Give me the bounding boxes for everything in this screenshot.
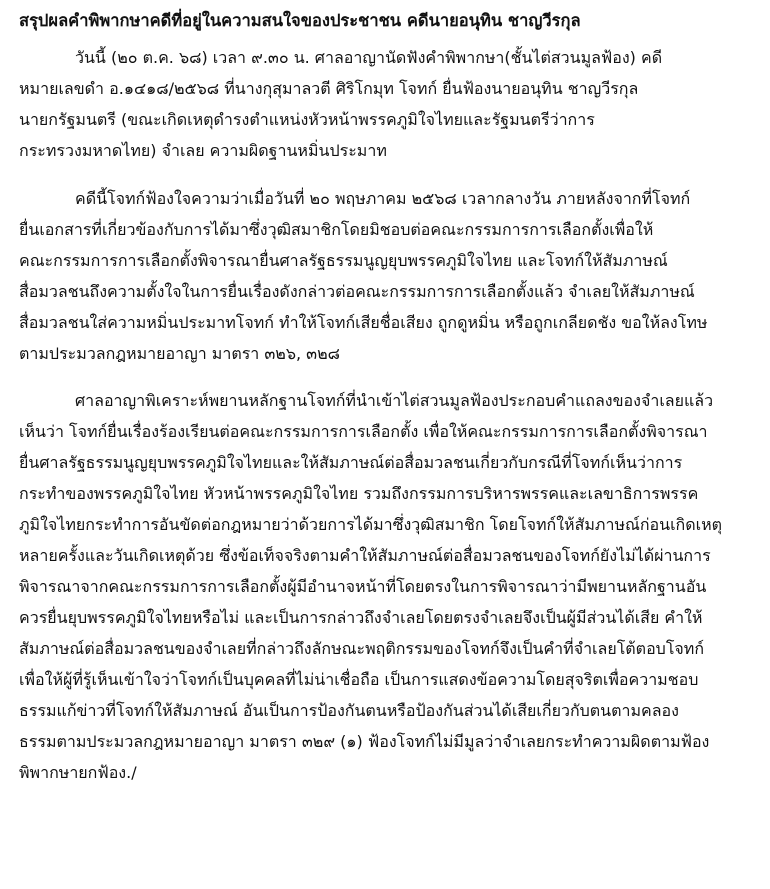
paragraph-intro bbox=[19, 42, 752, 166]
paragraph-line: สื่อมวลชนถึงความตั้งใจในการยื่นเรื่องดังกล่าวต่อคณะกรรมการการเลือกตั้งแล้ว จำเลยให้สัมภาษณ์ bbox=[19, 282, 695, 301]
paragraph-complaint bbox=[19, 183, 752, 369]
paragraph-line: หมายเลขดำ อ.๑๔๑๘/๒๕๖๘ ที่นางกุสุมาลวตี ศิริโกมุท โจทก์ ยื่นฟ้องนายอนุทิน ชาญวีรกุล bbox=[19, 79, 639, 98]
paragraph-line: สัมภาษณ์ต่อสื่อมวลชนของจำเลยที่กล่าวถึงลักษณะพฤติกรรมของโจทก์จึงเป็นคำที่จำเลยโต้ตอบโจทก์ bbox=[19, 639, 705, 658]
paragraph-line: หลายครั้งและวันเกิดเหตุด้วย ซึ่งข้อเท็จจริงตามคำให้สัมภาษณ์ต่อสื่อมวลชนของโจทก์ยังไม่ได้ผ่านการ bbox=[19, 546, 711, 565]
paragraph-line: นายกรัฐมนตรี (ขณะเกิดเหตุดำรงตำแหน่งหัวหน้าพรรคภูมิใจไทยและรัฐมนตรีว่าการ bbox=[19, 110, 595, 129]
paragraph-line: คดีนี้โจทก์ฟ้องใจความว่าเมื่อวันที่ ๒๐ พฤษภาคม ๒๕๖๘ เวลากลางวัน ภายหลังจากที่โจทก์ bbox=[75, 189, 691, 208]
paragraph-spacer bbox=[19, 369, 752, 385]
paragraph-line: เห็นว่า โจทก์ยื่นเรื่องร้องเรียนต่อคณะกรรมการการเลือกตั้ง เพื่อให้คณะกรรมการการเลือกตั้งพิจารณา bbox=[19, 422, 708, 441]
paragraph-line: ยื่นเอกสารที่เกี่ยวข้องกับการได้มาซึ่งวุฒิสมาชิกโดยมิชอบต่อคณะกรรมการการเลือกตั้งเพื่อให้ bbox=[19, 220, 654, 239]
paragraph-line: คณะกรรมการการเลือกตั้งพิจารณายื่นศาลรัฐธรรมนูญยุบพรรคภูมิใจไทย และโจทก์ให้สัมภาษณ์ bbox=[19, 251, 668, 270]
paragraph-line: ศาลอาญาพิเคราะห์พยานหลักฐานโจทก์ที่นำเข้าไต่สวนมูลฟ้องประกอบคำแถลงของจำเลยแล้ว bbox=[75, 391, 714, 410]
paragraph-line: ธรรมแก้ข่าวที่โจทก์ให้สัมภาษณ์ อันเป็นการป้องกันตนหรือป้องกันส่วนได้เสียเกี่ยวกับตนตามคลอง bbox=[19, 701, 679, 720]
paragraph-line: ธรรมตามประมวลกฎหมายอาญา มาตรา ๓๒๙ (๑) ฟ้องโจทก์ไม่มีมูลว่าจำเลยกระทำความผิดตามฟ้อง bbox=[19, 732, 710, 751]
paragraph-judgment bbox=[19, 385, 752, 788]
paragraph-line: กระทรวงมหาดไทย) จำเลย ความผิดฐานหมิ่นประมาท bbox=[19, 141, 387, 160]
paragraph-line: เพื่อให้ผู้ที่รู้เห็นเข้าใจว่าโจทก์เป็นบุคคลที่ไม่น่าเชื่อถือ เป็นการแสดงข้อความโดยสุจริตเพื่อความชอบ bbox=[19, 670, 699, 689]
paragraph-line: ควรยื่นยุบพรรคภูมิใจไทยหรือไม่ และเป็นการกล่าวถึงจำเลยโดยตรงจำเลยจึงเป็นผู้มีส่วนได้เสีย คำให้ bbox=[19, 608, 703, 627]
paragraph-line: พิพากษายกฟ้อง./ bbox=[19, 763, 137, 782]
document-title: สรุปผลคำพิพากษาคดีที่อยู่ในความสนใจของประชาชน คดีนายอนุทิน ชาญวีรกุล bbox=[19, 11, 581, 30]
paragraph-line: ยื่นศาลรัฐธรรมนูญยุบพรรคภูมิใจไทยและให้สัมภาษณ์ต่อสื่อมวลชนเกี่ยวกับกรณีที่โจทก์เห็นว่าการ bbox=[19, 453, 683, 472]
paragraph-line: ภูมิใจไทยกระทำการอันขัดต่อกฎหมายว่าด้วยการได้มาซึ่งวุฒิสมาชิก โดยโจทก์ให้สัมภาษณ์ก่อนเกิดเหตุ bbox=[19, 515, 723, 534]
paragraph-line: ตามประมวลกฎหมายอาญา มาตรา ๓๒๖, ๓๒๘ bbox=[19, 344, 341, 363]
paragraph-line: สื่อมวลชนใส่ความหมิ่นประมาทโจทก์ ทำให้โจทก์เสียชื่อเสียง ถูกดูหมิ่น หรือถูกเกลียดชัง ขอให้ลงโทษ bbox=[19, 313, 708, 332]
paragraph-line: วันนี้ (๒๐ ต.ค. ๖๘) เวลา ๙.๓๐ น. ศาลอาญานัดฟังคำพิพากษา(ชั้นไต่สวนมูลฟ้อง) คดี bbox=[75, 48, 663, 67]
paragraph-spacer bbox=[19, 166, 752, 183]
paragraph-line: พิจารณาจากคณะกรรมการการเลือกตั้งผู้มีอำนาจหน้าที่โดยตรงในการพิจารณาว่ามีพยานหลักฐานอัน bbox=[19, 577, 707, 596]
paragraph-line: กระทำของพรรคภูมิใจไทย หัวหน้าพรรคภูมิใจไทย รวมถึงกรรมการบริหารพรรคและเลขาธิการพรรค bbox=[19, 484, 699, 503]
